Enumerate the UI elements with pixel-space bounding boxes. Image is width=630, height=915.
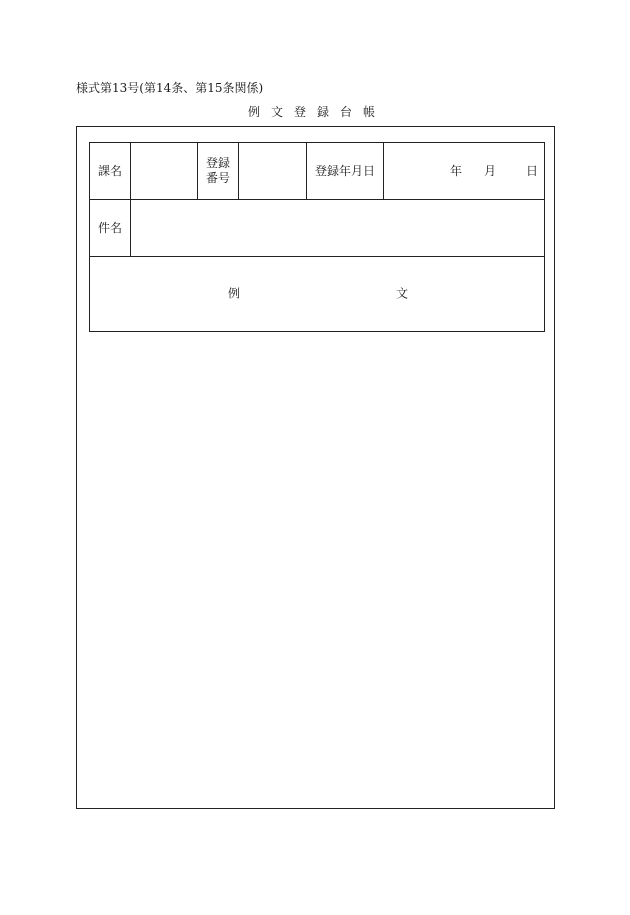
body-label	[90, 257, 545, 332]
date-day-label: 日	[525, 163, 538, 178]
subject-row	[90, 200, 545, 257]
form-number: 様式第13号(第14条、第15条関係)	[76, 81, 264, 95]
dept-field[interactable]	[131, 143, 198, 200]
dept-label: 課名	[90, 143, 131, 200]
reg-number-label-line2: 番号	[205, 171, 230, 185]
reg-number-label-line1: 登録	[205, 156, 230, 170]
date-month-label: 月	[483, 163, 496, 178]
reg-number-label	[198, 143, 239, 200]
body-label-left: 例	[228, 286, 241, 301]
reg-date-label: 登録年月日	[307, 143, 384, 200]
page-title: 例文登録台帳	[248, 105, 387, 119]
header-row	[90, 143, 545, 200]
reg-date-field[interactable]	[384, 143, 545, 200]
body-row	[90, 257, 545, 332]
register-table	[89, 142, 545, 332]
subject-field[interactable]	[131, 200, 545, 257]
body-label-right: 文	[396, 286, 409, 301]
subject-label: 件名	[90, 200, 131, 257]
reg-number-field[interactable]	[239, 143, 307, 200]
date-year-label: 年	[449, 163, 462, 178]
